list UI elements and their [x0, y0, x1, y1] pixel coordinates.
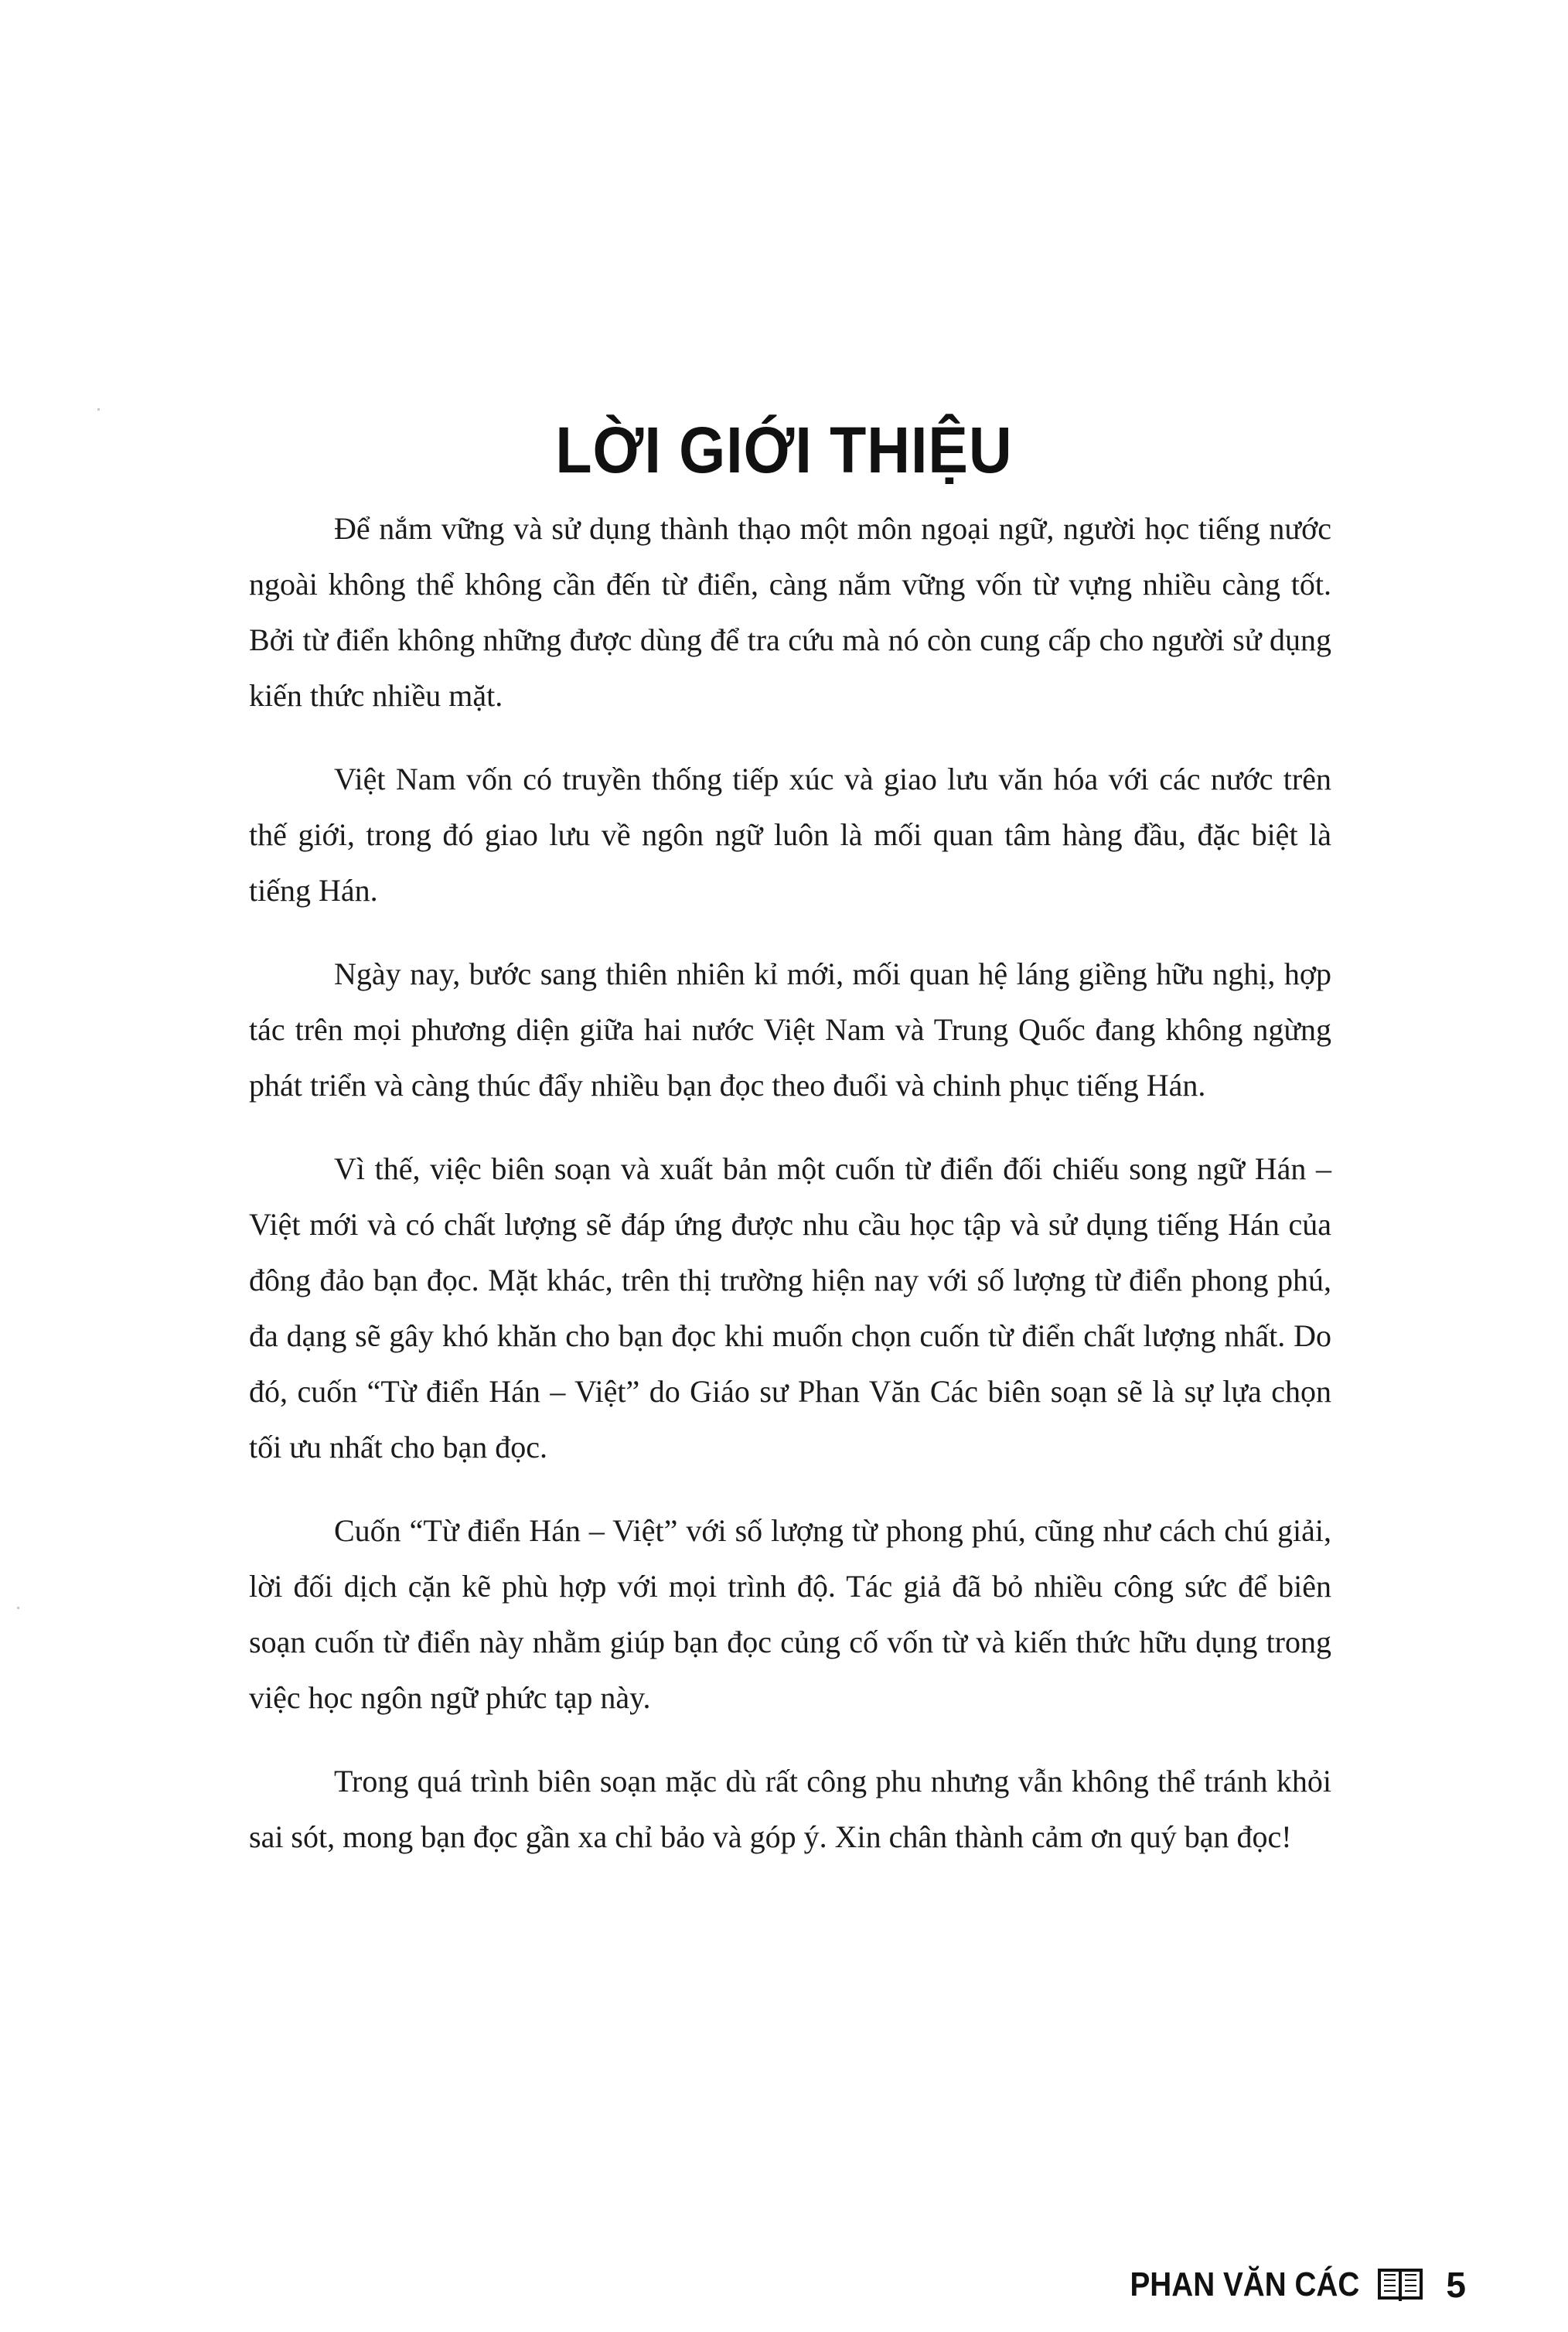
page-number: 5 — [1446, 2265, 1466, 2305]
open-book-icon — [1378, 2268, 1423, 2302]
paragraph-6: Trong quá trình biên soạn mặc dù rất công phu nhưng vẫn không thể tránh khỏi sai sót, mong bạn đọc gần xa chỉ bảo và góp ý. Xin chân thành cảm ơn quý bạn đọc! — [249, 1764, 1331, 1854]
preface-body — [249, 501, 1331, 1893]
page-footer — [1099, 2264, 1466, 2306]
footer-author: PHAN VĂN CÁC — [1130, 2266, 1360, 2303]
paragraph-5: Cuốn “Từ điển Hán – Việt” với số lượng từ phong phú, cũng như cách chú giải, lời đối dịch cặn kẽ phù hợp với mọi trình độ. Tác giả đã bỏ nhiều công sức để biên soạn cuốn từ điển này nhằm giúp bạn đọc củng cố vốn từ và kiến thức hữu dụng trong việc học ngôn ngữ phức tạp này. — [249, 1513, 1331, 1715]
scan-speck — [97, 408, 100, 411]
page-title: LỜI GIỚI THIỆU — [555, 414, 1013, 487]
paragraph-3: Ngày nay, bước sang thiên nhiên kỉ mới, mối quan hệ láng giềng hữu nghị, hợp tác trên mọi phương diện giữa hai nước Việt Nam và Trung Quốc đang không ngừng phát triển và càng thúc đẩy nhiều bạn đọc theo đuổi và chinh phục tiếng Hán. — [249, 956, 1331, 1103]
paragraph-4: Vì thế, việc biên soạn và xuất bản một cuốn từ điển đối chiếu song ngữ Hán – Việt mới và có chất lượng sẽ đáp ứng được nhu cầu học tập và sử dụng tiếng Hán của đông đảo bạn đọc. Mặt khác, trên thị trường hiện nay với số lượng từ điển phong phú, đa dạng sẽ gây khó khăn cho bạn đọc khi muốn chọn cuốn từ điển chất lượng nhất. Do đó, cuốn “Từ điển Hán – Việt” do Giáo sư Phan Văn Các biên soạn sẽ là sự lựa chọn tối ưu nhất cho bạn đọc. — [249, 1151, 1331, 1464]
paragraph-2: Việt Nam vốn có truyền thống tiếp xúc và giao lưu văn hóa với các nước trên thế giới, trong đó giao lưu về ngôn ngữ luôn là mối quan tâm hàng đầu, đặc biệt là tiếng Hán. — [249, 762, 1331, 908]
scan-speck — [17, 1607, 19, 1609]
paragraph-1: Để nắm vững và sử dụng thành thạo một môn ngoại ngữ, người học tiếng nước ngoài không thể không cần đến từ điển, càng nắm vững vốn từ vựng nhiều càng tốt. Bởi từ điển không những được dùng để tra cứu mà nó còn cung cấp cho người sử dụng kiến thức nhiều mặt. — [249, 511, 1331, 713]
